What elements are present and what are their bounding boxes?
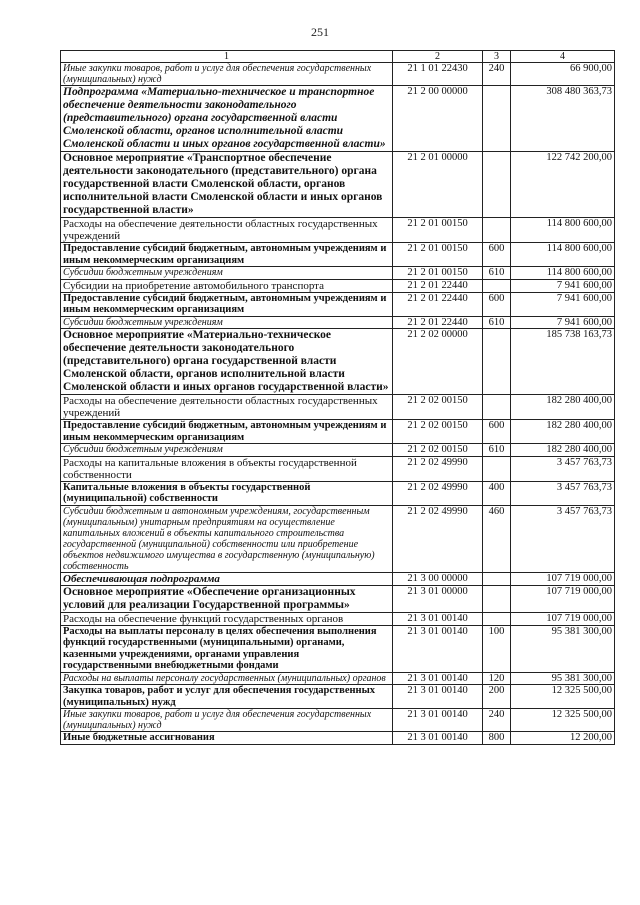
row-name: Расходы на выплаты персоналу в целях обеспечения выполнения функций государственными (муниципальными) органами, казенными учреждениями, органами управления государственными внебюджетными фондами — [61, 625, 393, 672]
row-name: Расходы на обеспечение деятельности областных государственных учреждений — [61, 395, 393, 420]
row-type — [483, 329, 511, 395]
row-name: Иные закупки товаров, работ и услуг для обеспечения государственных (муниципальных) нужд — [61, 709, 393, 732]
row-name: Субсидии бюджетным и автономным учреждениям, государственным (муниципальным) унитарным предприятиям на осуществление капитальных вложений в объекты капитального строительства государственной (муниципальной) собственности или приобретение объектов недвижимого имущества в государственную (муниципальную) собственность — [61, 505, 393, 572]
table-row — [61, 732, 615, 745]
row-code: 21 2 02 49990 — [393, 456, 483, 481]
row-code: 21 2 01 00150 — [393, 267, 483, 280]
row-amount: 107 719 000,00 — [511, 612, 615, 625]
row-amount: 95 381 300,00 — [511, 625, 615, 672]
row-name: Расходы на выплаты персоналу государственных (муниципальных) органов — [61, 672, 393, 685]
row-code: 21 3 01 00140 — [393, 672, 483, 685]
row-code: 21 2 02 49990 — [393, 481, 483, 505]
row-code: 21 3 01 00000 — [393, 585, 483, 612]
table-row — [61, 218, 615, 243]
row-name: Основное мероприятие «Материально-техническое обеспечение деятельности законодательного (представительного) органа государственной власти Смоленской области, органов исполнительной власти Смоленской области и иных органов государственной власти» — [61, 329, 393, 395]
row-type — [483, 152, 511, 218]
row-amount: 7 941 600,00 — [511, 279, 615, 292]
row-amount: 3 457 763,73 — [511, 505, 615, 572]
row-type: 600 — [483, 420, 511, 444]
table-row — [61, 63, 615, 86]
row-amount: 114 800 600,00 — [511, 243, 615, 267]
row-name: Закупка товаров, работ и услуг для обеспечения государственных (муниципальных) нужд — [61, 685, 393, 709]
row-type — [483, 572, 511, 585]
page-number: 251 — [311, 25, 329, 39]
row-type — [483, 585, 511, 612]
table-row — [61, 292, 615, 316]
row-type: 600 — [483, 292, 511, 316]
table-row — [61, 243, 615, 267]
row-amount: 95 381 300,00 — [511, 672, 615, 685]
row-amount: 122 742 200,00 — [511, 152, 615, 218]
row-type: 610 — [483, 444, 511, 457]
row-amount: 185 738 163,73 — [511, 329, 615, 395]
row-amount: 114 800 600,00 — [511, 267, 615, 280]
budget-table — [60, 50, 615, 745]
row-amount: 114 800 600,00 — [511, 218, 615, 243]
row-amount: 182 280 400,00 — [511, 444, 615, 457]
row-code: 21 2 02 00150 — [393, 395, 483, 420]
table-row — [61, 672, 615, 685]
row-amount: 12 325 500,00 — [511, 685, 615, 709]
table-row — [61, 152, 615, 218]
row-type: 610 — [483, 316, 511, 329]
row-code: 21 2 01 22440 — [393, 316, 483, 329]
row-code: 21 2 01 22440 — [393, 292, 483, 316]
row-name: Подпрограмма «Материально-техническое и транспортное обеспечение деятельности законодательного (представительного) органа государственной власти Смоленской области, органов исполнительной власти Смоленской области и иных органов государственной власти» — [61, 86, 393, 152]
row-code: 21 3 00 00000 — [393, 572, 483, 585]
table-row — [61, 612, 615, 625]
row-code: 21 3 01 00140 — [393, 709, 483, 732]
table-row — [61, 585, 615, 612]
row-name: Основное мероприятие «Обеспечение организационных условий для реализации Государственной программы» — [61, 585, 393, 612]
row-name: Иные закупки товаров, работ и услуг для обеспечения государственных (муниципальных) нужд — [61, 63, 393, 86]
row-type: 200 — [483, 685, 511, 709]
table-row — [61, 395, 615, 420]
table-row — [61, 279, 615, 292]
header-row — [61, 51, 615, 63]
header-col-type: 3 — [483, 51, 511, 63]
table-row — [61, 267, 615, 280]
row-code: 21 3 01 00140 — [393, 732, 483, 745]
row-code: 21 2 00 00000 — [393, 86, 483, 152]
row-code: 21 2 01 00150 — [393, 218, 483, 243]
row-type: 240 — [483, 63, 511, 86]
row-code: 21 3 01 00140 — [393, 625, 483, 672]
row-amount: 182 280 400,00 — [511, 420, 615, 444]
row-type: 120 — [483, 672, 511, 685]
row-type: 610 — [483, 267, 511, 280]
row-amount: 12 200,00 — [511, 732, 615, 745]
table-row — [61, 709, 615, 732]
table-row — [61, 685, 615, 709]
row-code: 21 3 01 00140 — [393, 612, 483, 625]
row-name: Субсидии бюджетным учреждениям — [61, 316, 393, 329]
row-name: Предоставление субсидий бюджетным, автономным учреждениям и иным некоммерческим организациям — [61, 420, 393, 444]
row-type — [483, 86, 511, 152]
row-name: Обеспечивающая подпрограмма — [61, 572, 393, 585]
table-row — [61, 481, 615, 505]
row-amount: 7 941 600,00 — [511, 292, 615, 316]
table-row — [61, 420, 615, 444]
row-type — [483, 395, 511, 420]
row-name: Расходы на капитальные вложения в объекты государственной собственности — [61, 456, 393, 481]
header-col-code: 2 — [393, 51, 483, 63]
row-code: 21 2 02 00150 — [393, 444, 483, 457]
row-code: 21 2 02 00150 — [393, 420, 483, 444]
row-name: Субсидии бюджетным учреждениям — [61, 444, 393, 457]
row-amount: 3 457 763,73 — [511, 481, 615, 505]
row-name: Расходы на обеспечение деятельности областных государственных учреждений — [61, 218, 393, 243]
row-type — [483, 612, 511, 625]
row-code: 21 3 01 00140 — [393, 685, 483, 709]
row-code: 21 2 02 00000 — [393, 329, 483, 395]
header-col-name: 1 — [61, 51, 393, 63]
row-type — [483, 218, 511, 243]
row-name: Предоставление субсидий бюджетным, автономным учреждениям и иным некоммерческим организациям — [61, 243, 393, 267]
row-name: Предоставление субсидий бюджетным, автономным учреждениям и иным некоммерческим организациям — [61, 292, 393, 316]
row-amount: 7 941 600,00 — [511, 316, 615, 329]
row-amount: 182 280 400,00 — [511, 395, 615, 420]
table-row — [61, 444, 615, 457]
table-row — [61, 456, 615, 481]
row-type: 100 — [483, 625, 511, 672]
row-name: Капитальные вложения в объекты государственной (муниципальной) собственности — [61, 481, 393, 505]
table-row — [61, 86, 615, 152]
header-col-amount: 4 — [511, 51, 615, 63]
row-amount: 66 900,00 — [511, 63, 615, 86]
row-amount: 308 480 363,73 — [511, 86, 615, 152]
row-code: 21 1 01 22430 — [393, 63, 483, 86]
row-amount: 107 719 000,00 — [511, 572, 615, 585]
row-code: 21 2 01 00000 — [393, 152, 483, 218]
row-code: 21 2 01 00150 — [393, 243, 483, 267]
row-type: 460 — [483, 505, 511, 572]
row-type: 400 — [483, 481, 511, 505]
row-name: Расходы на обеспечение функций государственных органов — [61, 612, 393, 625]
row-amount: 3 457 763,73 — [511, 456, 615, 481]
row-name: Субсидии на приобретение автомобильного транспорта — [61, 279, 393, 292]
row-amount: 107 719 000,00 — [511, 585, 615, 612]
row-type: 600 — [483, 243, 511, 267]
row-name: Субсидии бюджетным учреждениям — [61, 267, 393, 280]
table-row — [61, 505, 615, 572]
table-row — [61, 329, 615, 395]
row-name: Иные бюджетные ассигнования — [61, 732, 393, 745]
table-row — [61, 625, 615, 672]
row-type — [483, 279, 511, 292]
row-type: 240 — [483, 709, 511, 732]
row-amount: 12 325 500,00 — [511, 709, 615, 732]
row-code: 21 2 02 49990 — [393, 505, 483, 572]
row-code: 21 2 01 22440 — [393, 279, 483, 292]
row-name: Основное мероприятие «Транспортное обеспечение деятельности законодательного (представительного) органа государственной власти Смоленской области, органов исполнительной власти Смоленской области и иных органов государственной власти» — [61, 152, 393, 218]
row-type: 800 — [483, 732, 511, 745]
row-type — [483, 456, 511, 481]
table-row — [61, 572, 615, 585]
table-row — [61, 316, 615, 329]
